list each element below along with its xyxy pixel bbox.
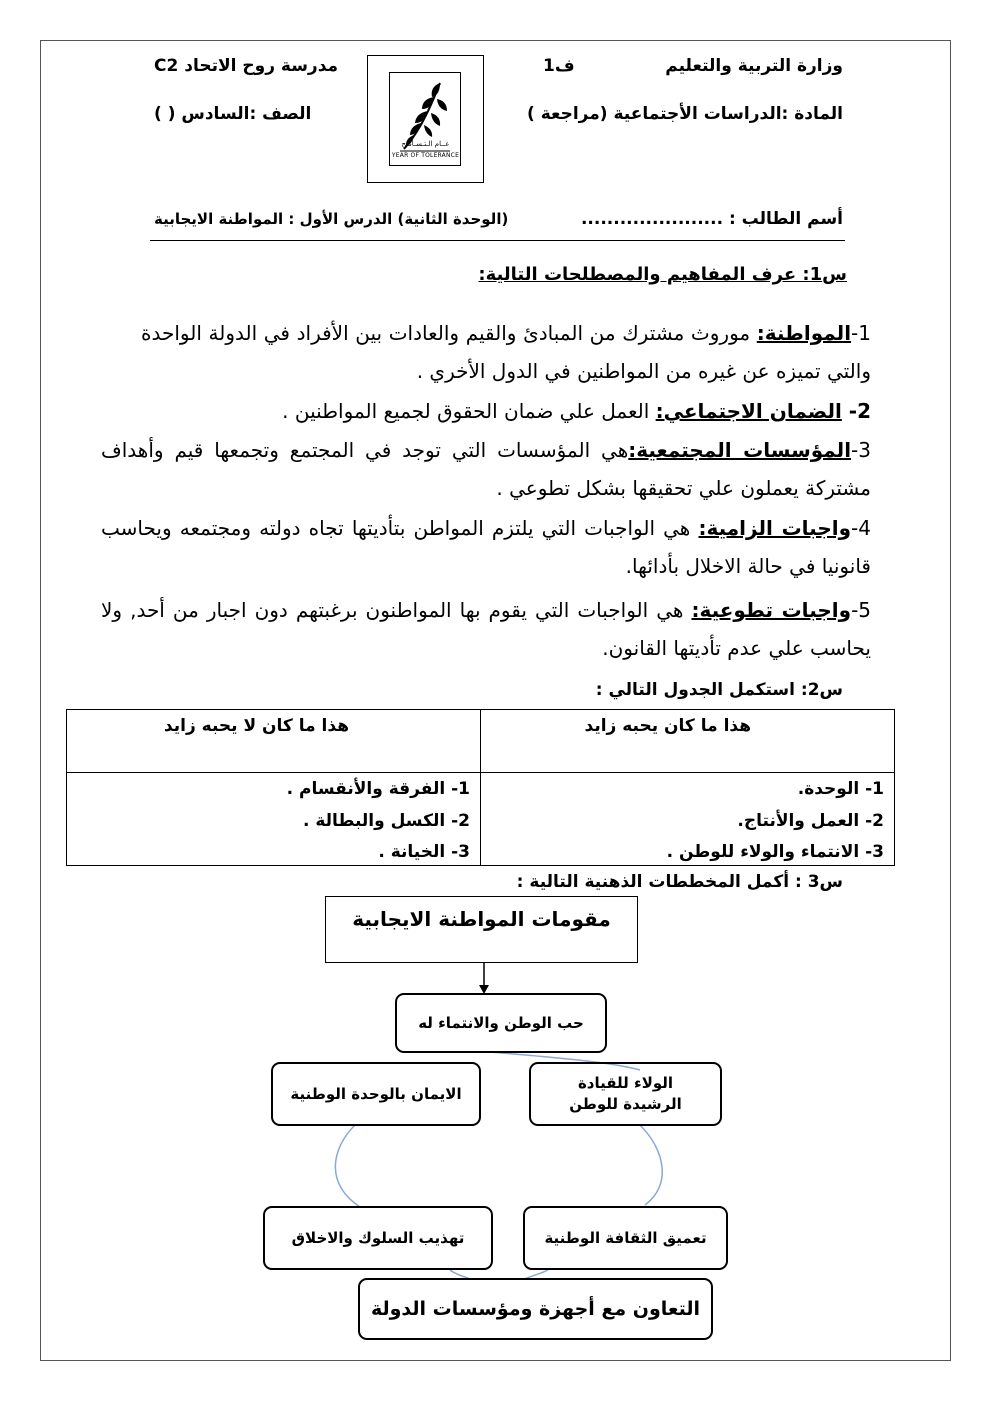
q1-item-5-number: 5- [851,598,872,622]
q1-item-1-term: المواطنة: [756,321,852,345]
table-column-divider [480,710,481,865]
logo-arabic-text: عــام الـتـسـامـح [401,140,450,148]
q1-item-1 [141,314,871,390]
table-cell-dislikes-3: 3- الخيانة . [378,842,470,862]
q1-item-4 [101,509,871,585]
q1-item-5 [101,591,871,667]
table-cell-dislikes-1: 1- الفرقة والأنقسام . [286,779,470,799]
q1-item-3-number: 3- [851,438,871,462]
logo-english-text: YEAR OF TOLERANCE [391,152,460,159]
q1-item-5-term: واجبات تطوعية: [691,598,852,622]
grade-label: الصف :السادس ( ) [154,104,312,124]
table-cell-likes-1: 1- الوحدة. [797,779,884,799]
q2-title: س2: استكمل الجدول التالي : [595,680,843,700]
header-divider [150,240,845,241]
q1-item-3-term: المؤسسات المجتمعية: [628,438,852,462]
table-cell-likes-2: 2- العمل والأنتاج. [737,811,884,831]
year-of-tolerance-logo [367,55,484,183]
q1-item-1-text: موروث مشترك من المبادئ والقيم والعادات بين الأفراد في الدولة الواحدة والتي تميزه عن غيره من المواطنين في الدول الأخري . [141,321,871,383]
page-border [40,40,951,1361]
q1-item-2-number: 2- [841,399,871,423]
q1-item-3 [101,431,871,507]
q1-item-3-text: هي المؤسسات التي توجد في المجتمع وتجمعها قيم وأهداف مشتركة يعملون علي تحقيقها بشكل تطوعي . [101,438,871,500]
ministry-label: وزارة التربية والتعليم [665,56,843,76]
table-header-dislikes: هذا ما كان لا يحبه زايد [163,716,349,736]
mindmap-node-national-unity: الايمان بالوحدة الوطنية [271,1062,481,1126]
table-header-divider [67,772,894,773]
mindmap-node-cooperation: التعاون مع أجهزة ومؤسسات الدولة [358,1278,713,1340]
subject-label: المادة :الدراسات الأجتماعية (مراجعة ) [527,104,843,124]
q1-item-4-number: 4- [851,516,871,540]
q1-item-2-text: العمل علي ضمان الحقوق لجميع المواطنين . [282,399,656,423]
q1-item-2 [101,392,871,430]
q3-title: س3 : أكمل المخططات الذهنية التالية : [516,872,843,892]
table-cell-likes-3: 3- الانتماء والولاء للوطن . [666,842,884,862]
table-header-likes: هذا ما كان يحبه زايد [584,716,751,736]
q1-title: س1: عرف المفاهيم والمصطلحات التالية: [478,264,847,285]
q1-item-4-term: واجبات الزامية: [698,516,852,540]
lesson-title: (الوحدة الثانية) الدرس الأول : المواطنة الايجابية [154,210,509,228]
mindmap-node-love-homeland: حب الوطن والانتماء له [395,993,607,1053]
table-cell-dislikes-2: 2- الكسل والبطالة . [302,811,470,831]
mindmap-node-loyalty: الولاء للقيادة الرشيدة للوطن [529,1062,722,1126]
zayed-table [66,709,895,866]
mindmap-node-behavior: تهذيب السلوك والاخلاق [263,1206,493,1270]
q1-item-4-text: هي الواجبات التي يلتزم المواطن بتأديتها تجاه دولته ومجتمعه ويحاسب قانونيا في حالة الاخلال بأدائها. [101,516,871,578]
mindmap-node-national-culture: تعميق الثقافة الوطنية [523,1206,728,1270]
q1-item-5-text: هي الواجبات التي يقوم بها المواطنون برغبتهم دون اجبار من أحد, ولا يحاسب علي عدم تأديتها القانون. [101,598,871,660]
q1-item-1-number: 1- [851,321,871,345]
student-name-field: أسم الطالب : ...................... [580,209,843,229]
mindmap-root: مقومات المواطنة الايجابية [325,896,638,963]
school-name: مدرسة روح الاتحاد C2 [154,56,339,76]
q1-item-2-term: الضمان الاجتماعي: [655,399,842,423]
form-code: ف1 [543,56,575,76]
